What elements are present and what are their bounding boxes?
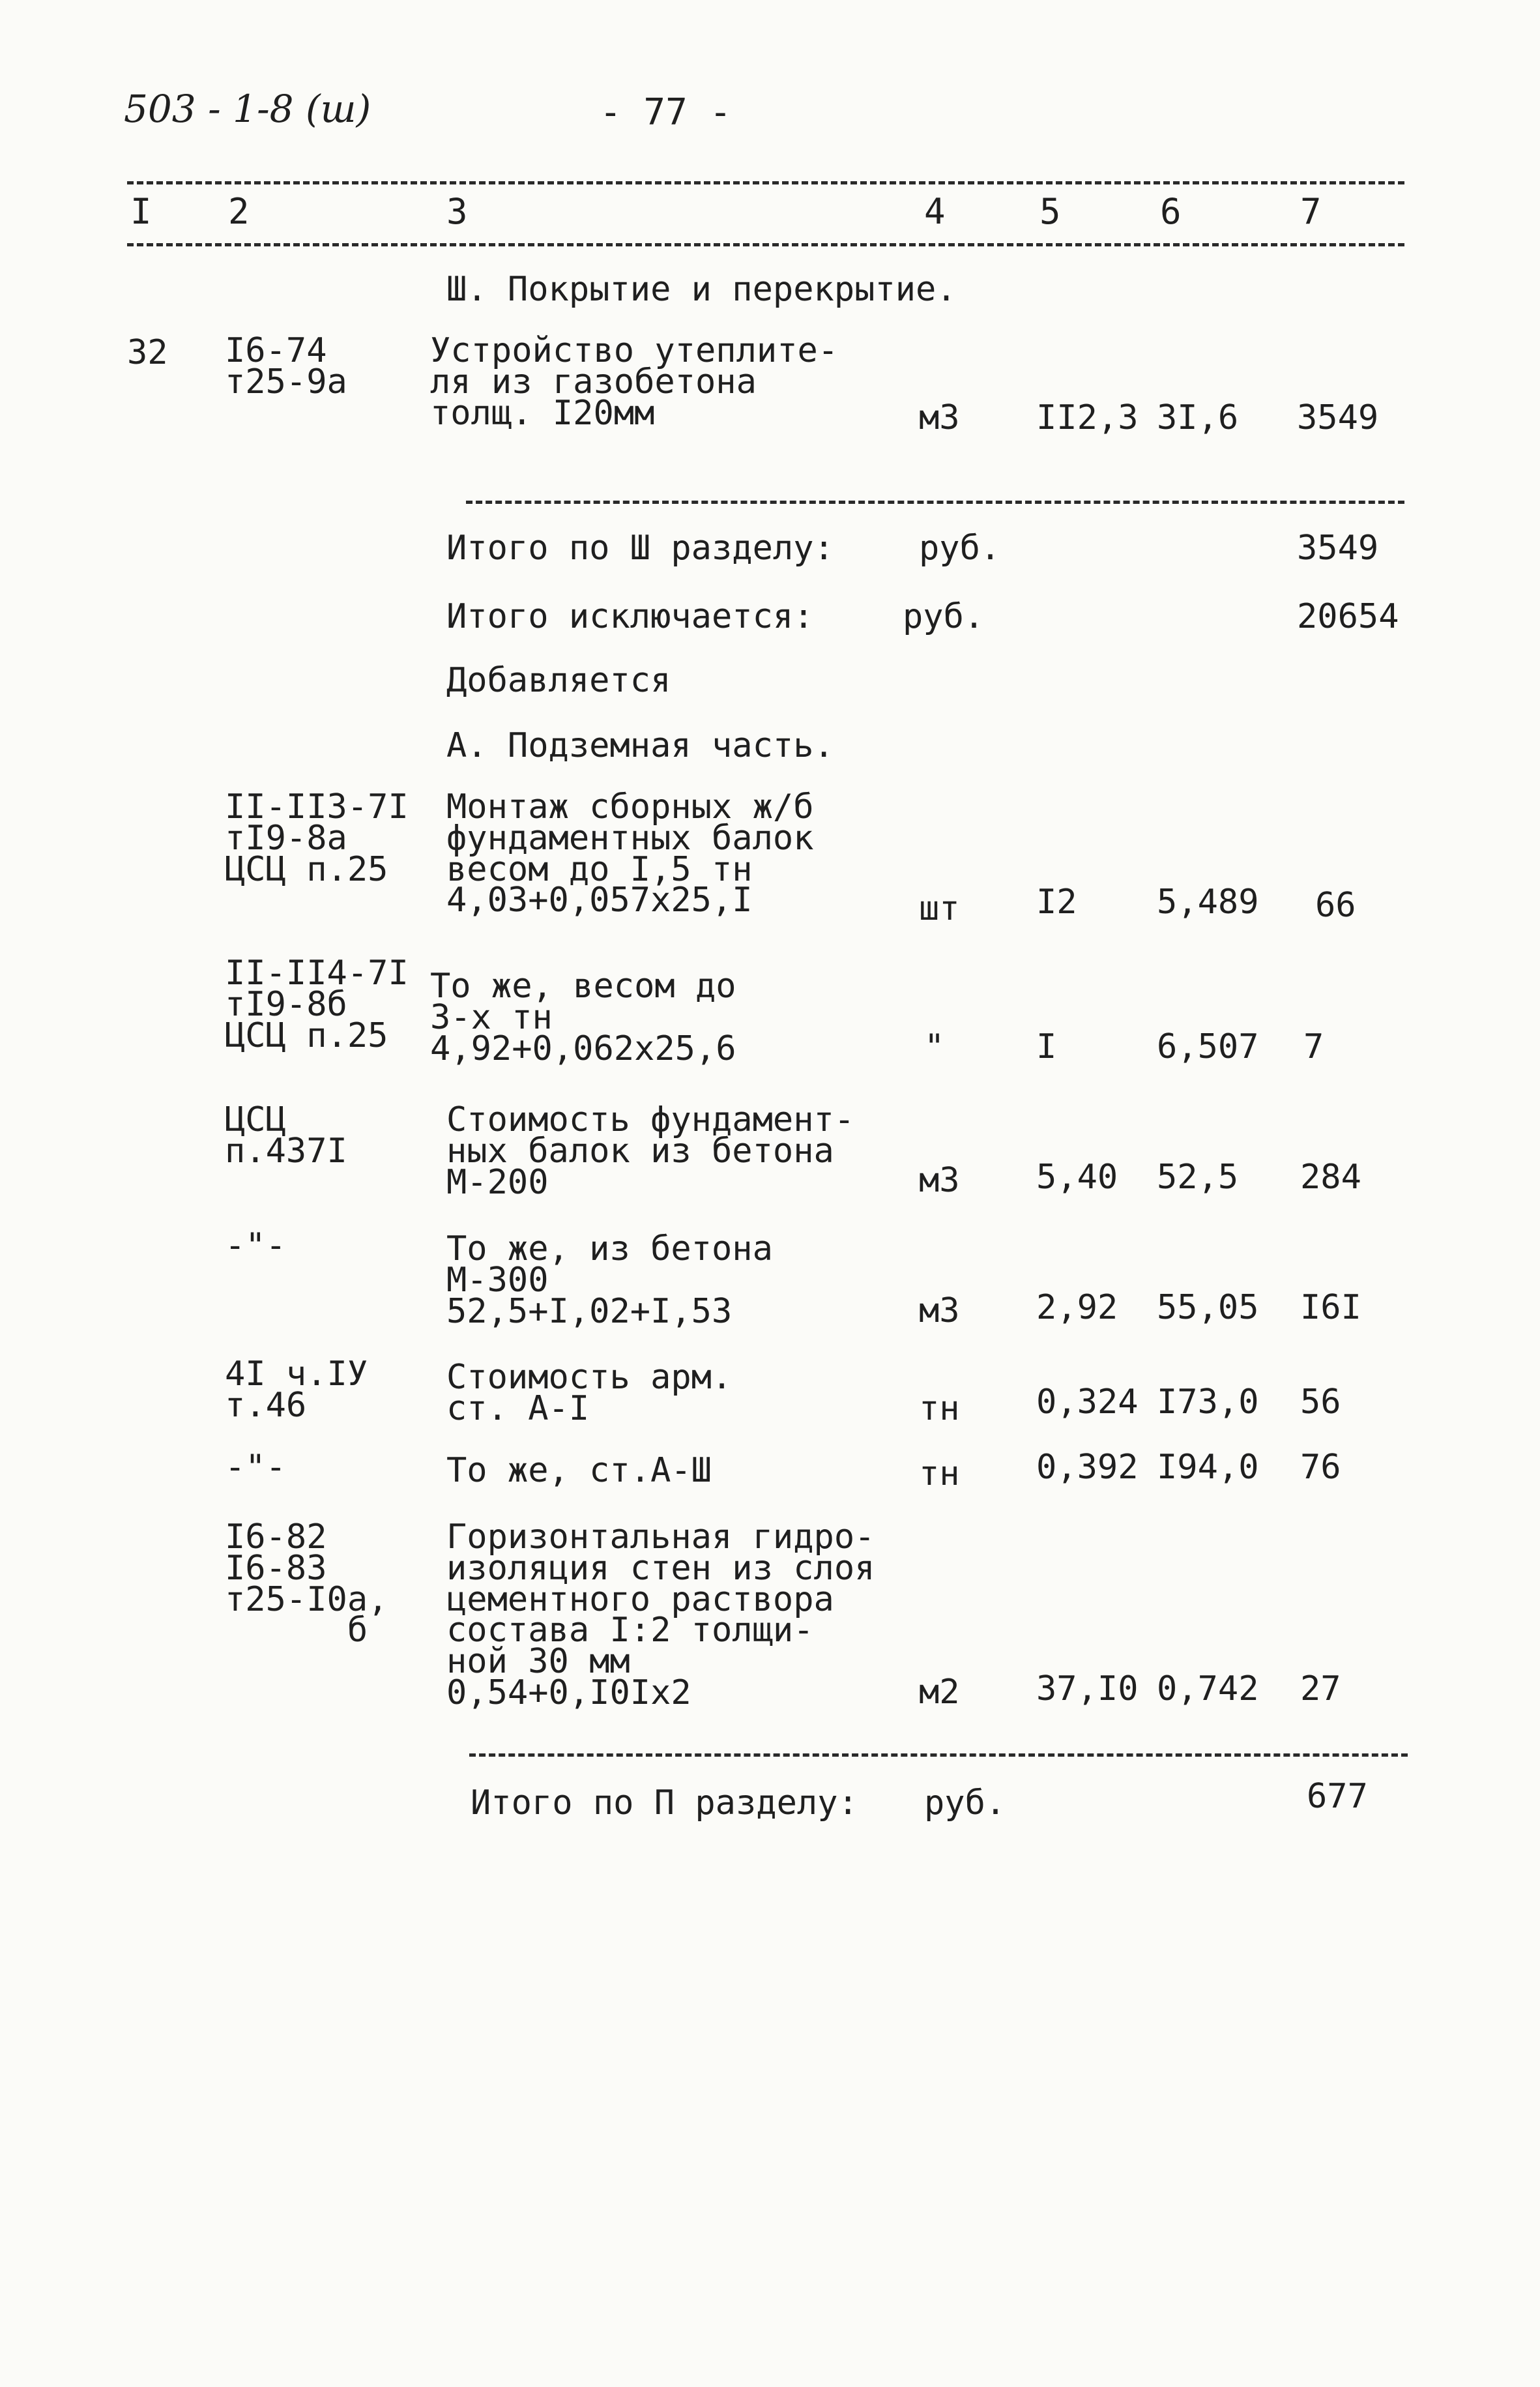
row-sum: 7 <box>1303 1027 1324 1066</box>
excluded-label: Итого исключается: <box>446 597 814 636</box>
section-a-title: А. Подземная часть. <box>446 726 834 765</box>
column-header-4: 4 <box>924 191 946 232</box>
column-header-2: 2 <box>228 191 250 232</box>
row-name: То же, ст.А-Ш <box>446 1451 712 1490</box>
row-number: 32 <box>127 333 168 372</box>
total-label: Итого по П разделу: <box>471 1783 858 1823</box>
row-unit: м3 <box>919 398 960 437</box>
row-unit: тн <box>919 1389 960 1428</box>
header-bottom-rule <box>127 243 1404 246</box>
row-quantity: 2,92 <box>1036 1288 1118 1327</box>
total-sum: 3549 <box>1297 529 1379 568</box>
row-code: -"- <box>225 1448 286 1487</box>
row-price: I94,0 <box>1157 1448 1259 1487</box>
total-unit: руб. <box>924 1783 1006 1823</box>
row-sum: 3549 <box>1297 398 1379 437</box>
row-name: Стоимость фундамент- ных балок из бетона М-200 <box>446 1100 855 1202</box>
row-sum: 66 <box>1315 886 1356 925</box>
row-unit: шт <box>919 889 960 928</box>
row-name: Стоимость арм. ст. А-I <box>446 1358 733 1428</box>
total-sum: 677 <box>1307 1777 1368 1816</box>
column-header-7: 7 <box>1300 191 1322 232</box>
row-quantity: 37,I0 <box>1036 1669 1139 1708</box>
row-price: 5,489 <box>1157 883 1259 922</box>
row-sum: I6I <box>1300 1288 1361 1327</box>
row-quantity: 5,40 <box>1036 1158 1118 1197</box>
row-name: Устройство утеплите- ля из газобетона толщ. I20мм <box>430 331 839 433</box>
page-number: - 77 - <box>600 91 732 134</box>
column-header-5: 5 <box>1039 191 1061 232</box>
column-header-6: 6 <box>1160 191 1182 232</box>
total-unit: руб. <box>919 529 1001 568</box>
row-code: I6-74 т25-9а <box>225 331 347 402</box>
row-price: 3I,6 <box>1157 398 1239 437</box>
row-name: Горизонтальная гидро- изоляция стен из слоя цементного раствора состава I:2 толщи- ной 30 мм 0,54+0,I0Iх2 <box>446 1517 875 1713</box>
row-unit: м3 <box>919 1161 960 1200</box>
row-name: То же, из бетона М-300 52,5+I,02+I,53 <box>446 1229 773 1331</box>
row-sum: 56 <box>1300 1383 1341 1422</box>
row-price: 55,05 <box>1157 1288 1259 1327</box>
row-price: 0,742 <box>1157 1669 1259 1708</box>
row-unit: тн <box>919 1454 960 1493</box>
excluded-unit: руб. <box>903 597 985 636</box>
row-name: То же, весом до 3-х тн 4,92+0,062х25,6 <box>430 967 736 1068</box>
row-code: II-II4-7I тI9-8б ЦСЦ п.25 <box>225 954 409 1055</box>
header-top-rule <box>127 181 1404 184</box>
row-price: 6,507 <box>1157 1027 1259 1066</box>
row-quantity: II2,3 <box>1036 398 1139 437</box>
section-3-title: Ш. Покрытие и перекрытие. <box>446 270 957 309</box>
row-sum: 27 <box>1300 1669 1341 1708</box>
row-sum: 284 <box>1300 1158 1361 1197</box>
section-3-total-rule <box>466 501 1404 504</box>
row-code: II-II3-7I тI9-8а ЦСЦ п.25 <box>225 787 409 889</box>
row-code: I6-82 I6-83 т25-I0а, б <box>225 1517 388 1650</box>
row-unit: " <box>924 1027 945 1066</box>
section-a-total-rule <box>469 1753 1408 1757</box>
row-quantity: I2 <box>1036 883 1077 922</box>
row-code: ЦСЦ п.437I <box>225 1100 347 1171</box>
row-price: 52,5 <box>1157 1158 1239 1197</box>
excluded-sum: 20654 <box>1297 597 1399 636</box>
row-quantity: 0,324 <box>1036 1383 1139 1422</box>
row-code: 4I ч.IУ т.46 <box>225 1355 368 1425</box>
row-unit: м2 <box>919 1673 960 1712</box>
row-name: Монтаж сборных ж/б фундаментных балок весом до I,5 тн 4,03+0,057х25,I <box>446 787 814 920</box>
added-label: Добавляется <box>446 661 671 700</box>
row-sum: 76 <box>1300 1448 1341 1487</box>
document-code: 503 - 1-8 (ш) <box>124 87 371 131</box>
row-quantity: 0,392 <box>1036 1448 1139 1487</box>
total-label: Итого по Ш разделу: <box>446 529 834 568</box>
row-code: -"- <box>225 1226 286 1265</box>
row-price: I73,0 <box>1157 1383 1259 1422</box>
row-quantity: I <box>1036 1027 1057 1066</box>
column-header-3: 3 <box>446 191 468 232</box>
row-unit: м3 <box>919 1291 960 1330</box>
column-header-1: I <box>130 191 152 232</box>
